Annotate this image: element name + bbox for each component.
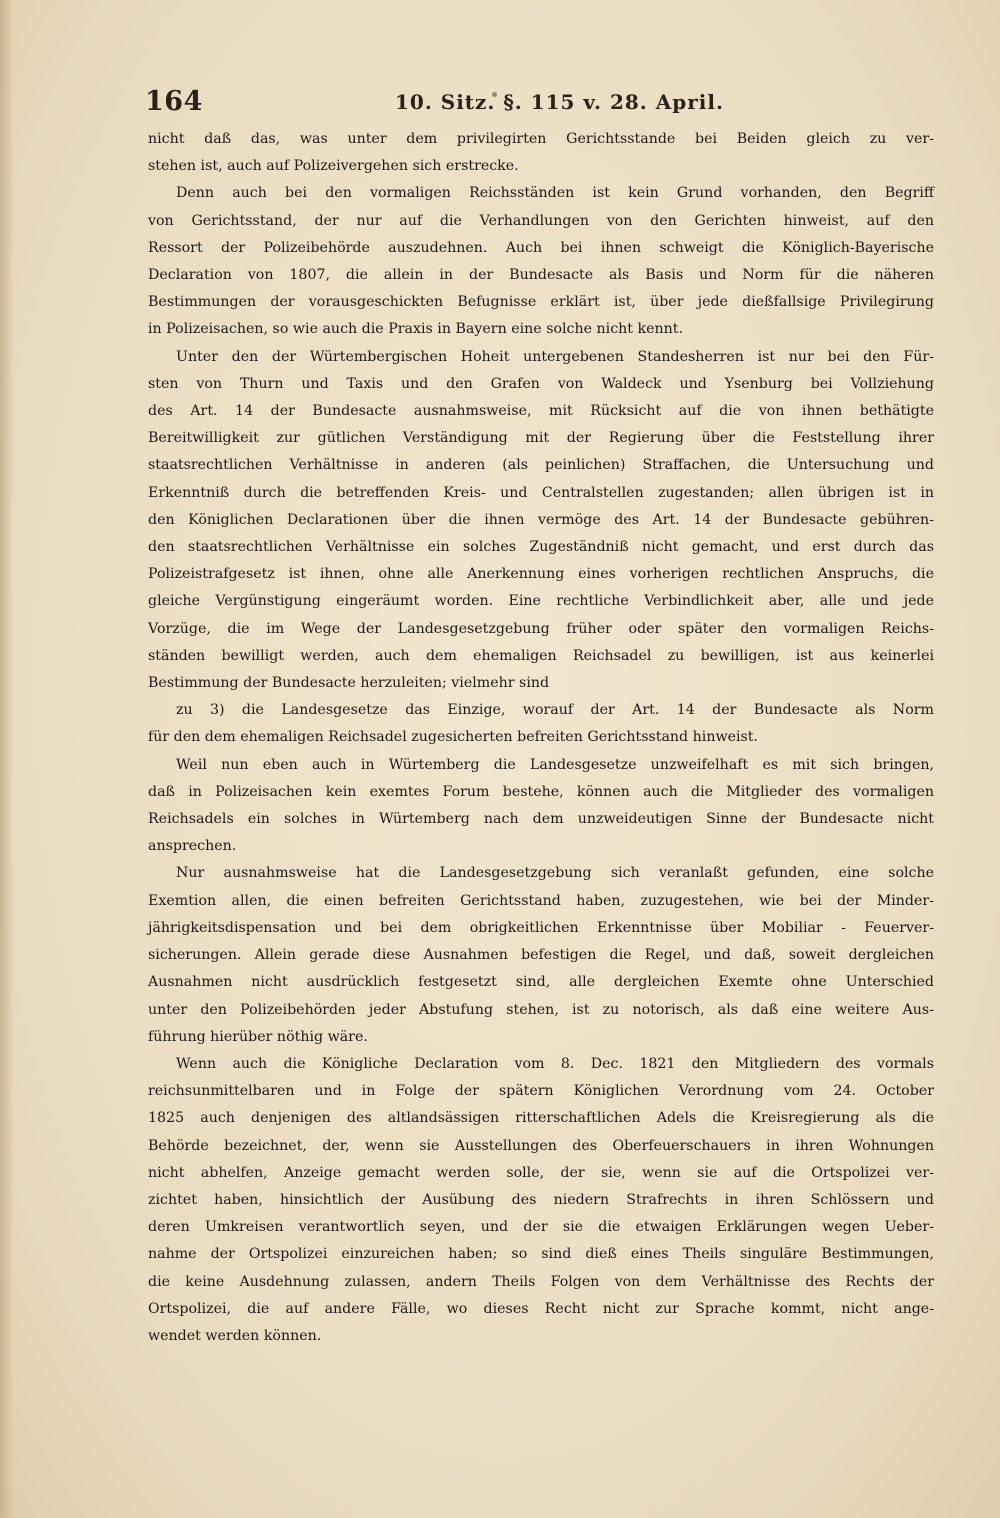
text-line: reichsunmittelbaren und in Folge der spätern Königlichen Verordnung vom 24. October <box>148 1083 934 1100</box>
text-line: stehen ist, auch auf Polizeivergehen sich erstrecke. <box>148 158 519 175</box>
text-line: führung hierüber nöthig wäre. <box>148 1028 368 1045</box>
text-line: die keine Ausdehnung zulassen, andern Theils Folgen von dem Verhältnisse des Rechts der <box>148 1273 934 1290</box>
text-line: 1825 auch denjenigen des altlandsässigen ritterschaftlichen Adels die Kreisregierung als die <box>148 1110 934 1127</box>
text-line: Ausnahmen nicht ausdrücklich festgesetzt sind, alle dergleichen Exemte ohne Unterschied <box>148 974 934 991</box>
text-line: ansprechen. <box>148 838 237 855</box>
text-line: Weil nun eben auch in Würtemberg die Landesgesetze unzweifelhaft es mit sich bringen, <box>176 756 934 773</box>
text-line: staatsrechtlichen Verhältnisse in anderen (als peinlichen) Straffachen, die Untersuchung und <box>148 457 934 474</box>
text-line: Ortspolizei, die auf andere Fälle, wo dieses Recht nicht zur Sprache kommt, nicht ange- <box>148 1300 934 1317</box>
text-line: nicht abhelfen, Anzeige gemacht werden solle, der sie, wenn sie auf die Ortspolizei ver- <box>148 1164 934 1181</box>
page-number: 164 <box>145 86 203 117</box>
text-line: zu 3) die Landesgesetze das Einzige, worauf der Art. 14 der Bundesacte als Norm <box>176 702 934 719</box>
body-text <box>148 126 934 1350</box>
text-line: unter den Polizeibehörden jeder Abstufung stehen, ist zu notorisch, als daß eine weitere Aus- <box>148 1001 934 1018</box>
text-line: Denn auch bei den vormaligen Reichsständen ist kein Grund vorhanden, den Begriff <box>176 185 934 202</box>
text-line: sten von Thurn und Taxis und den Grafen von Waldeck und Ysenburg bei Vollziehung <box>148 375 934 392</box>
text-line: nicht daß das, was unter dem privilegirten Gerichtsstande bei Beiden gleich zu ver- <box>148 131 934 147</box>
text-line: Ressort der Polizeibehörde auszudehnen. Auch bei ihnen schweigt die Königlich-Bayerische <box>148 239 934 256</box>
text-line: Unter den der Würtembergischen Hoheit untergebenen Standesherren ist nur bei den Für- <box>176 348 934 365</box>
text-line: gleiche Vergünstigung eingeräumt worden. Eine rechtliche Verbindlichkeit aber, alle und jede <box>148 593 934 610</box>
text-line: Declaration von 1807, die allein in der Bundesacte als Basis und Norm für die näheren <box>148 267 934 284</box>
text-line: Bestimmung der Bundesacte herzuleiten; vielmehr sind <box>148 675 550 692</box>
paragraph <box>148 697 934 751</box>
paragraph <box>148 126 934 180</box>
text-line: wendet werden können. <box>148 1327 322 1344</box>
text-line: jährigkeitsdispensation und bei dem obrigkeitlichen Erkenntnisse über Mobiliar - Feuerver- <box>148 919 934 936</box>
paragraph <box>148 180 934 343</box>
text-line: Wenn auch die Königliche Declaration vom 8. Dec. 1821 den Mitgliedern des vormals <box>176 1055 934 1072</box>
text-line: Reichsadels ein solches in Würtemberg nach dem unzweideutigen Sinne der Bundesacte nicht <box>148 811 934 828</box>
text-line: in Polizeisachen, so wie auch die Praxis in Bayern eine solche nicht kennt. <box>148 321 683 338</box>
text-line: von Gerichtsstand, der nur auf die Verhandlungen von den Gerichten hinweist, auf den <box>148 212 934 229</box>
text-line: Nur ausnahmsweise hat die Landesgesetzgebung sich veranlaßt gefunden, eine solche <box>176 865 934 882</box>
text-line: deren Umkreisen verantwortlich seyen, und der sie die etwaigen Erklärungen wegen Ueber- <box>148 1219 934 1236</box>
text-line: nahme der Ortspolizei einzureichen haben; so sind dieß eines Theils singuläre Bestimmungen, <box>148 1246 934 1263</box>
text-line: Exemtion allen, die einen befreiten Gerichtsstand haben, zuzugestehen, wie bei der Minder- <box>148 892 934 909</box>
paragraph <box>148 1051 934 1350</box>
running-title: 10. Sitz. §. 115 v. 28. April. <box>395 90 724 114</box>
text-line: Bereitwilligkeit zur gütlichen Verständigung mit der Regierung über die Feststellung ihrer <box>148 430 934 447</box>
paragraph <box>148 344 934 698</box>
text-line: den Königlichen Declarationen über die ihnen vermöge des Art. 14 der Bundesacte gebühren- <box>148 511 934 528</box>
text-line: daß in Polizeisachen kein exemtes Forum bestehe, können auch die Mitglieder des vormaligen <box>148 783 934 800</box>
text-line: Vorzüge, die im Wege der Landesgesetzgebung früher oder später den vormaligen Reichs- <box>148 620 934 637</box>
text-line: Erkenntniß durch die betreffenden Kreis- und Centralstellen zugestanden; allen übrigen ist in <box>148 484 934 501</box>
paragraph <box>148 752 934 861</box>
text-line: für den dem ehemaligen Reichsadel zugesicherten befreiten Gerichtsstand hinweist. <box>148 729 759 746</box>
text-line: des Art. 14 der Bundesacte ausnahmsweise, mit Rücksicht auf die von ihnen bethätigte <box>148 403 934 420</box>
text-line: Behörde bezeichnet, der, wenn sie Ausstellungen des Oberfeuerschauers in ihren Wohnungen <box>148 1137 934 1154</box>
paragraph <box>148 860 934 1050</box>
text-line: Bestimmungen der vorausgeschickten Befugnisse erklärt ist, über jede dießfallsige Privilegirung <box>148 294 934 311</box>
text-line: zichtet haben, hinsichtlich der Ausübung des niedern Strafrechts in ihren Schlössern und <box>148 1191 934 1208</box>
page-shadow-edge <box>0 0 14 1518</box>
text-line: Polizeistrafgesetz ist ihnen, ohne alle Anerkennung eines vorherigen rechtlichen Anspruchs, die <box>148 566 934 583</box>
text-line: ständen bewilligt werden, auch dem ehemaligen Reichsadel zu bewilligen, ist aus keinerlei <box>148 647 934 664</box>
page-header <box>145 86 865 122</box>
text-line: sicherungen. Allein gerade diese Ausnahmen befestigen die Regel, und daß, soweit dergleichen <box>148 947 934 964</box>
text-line: den staatsrechtlichen Verhältnisse ein solches Zugeständniß nicht gemacht, und erst durch das <box>148 539 934 556</box>
